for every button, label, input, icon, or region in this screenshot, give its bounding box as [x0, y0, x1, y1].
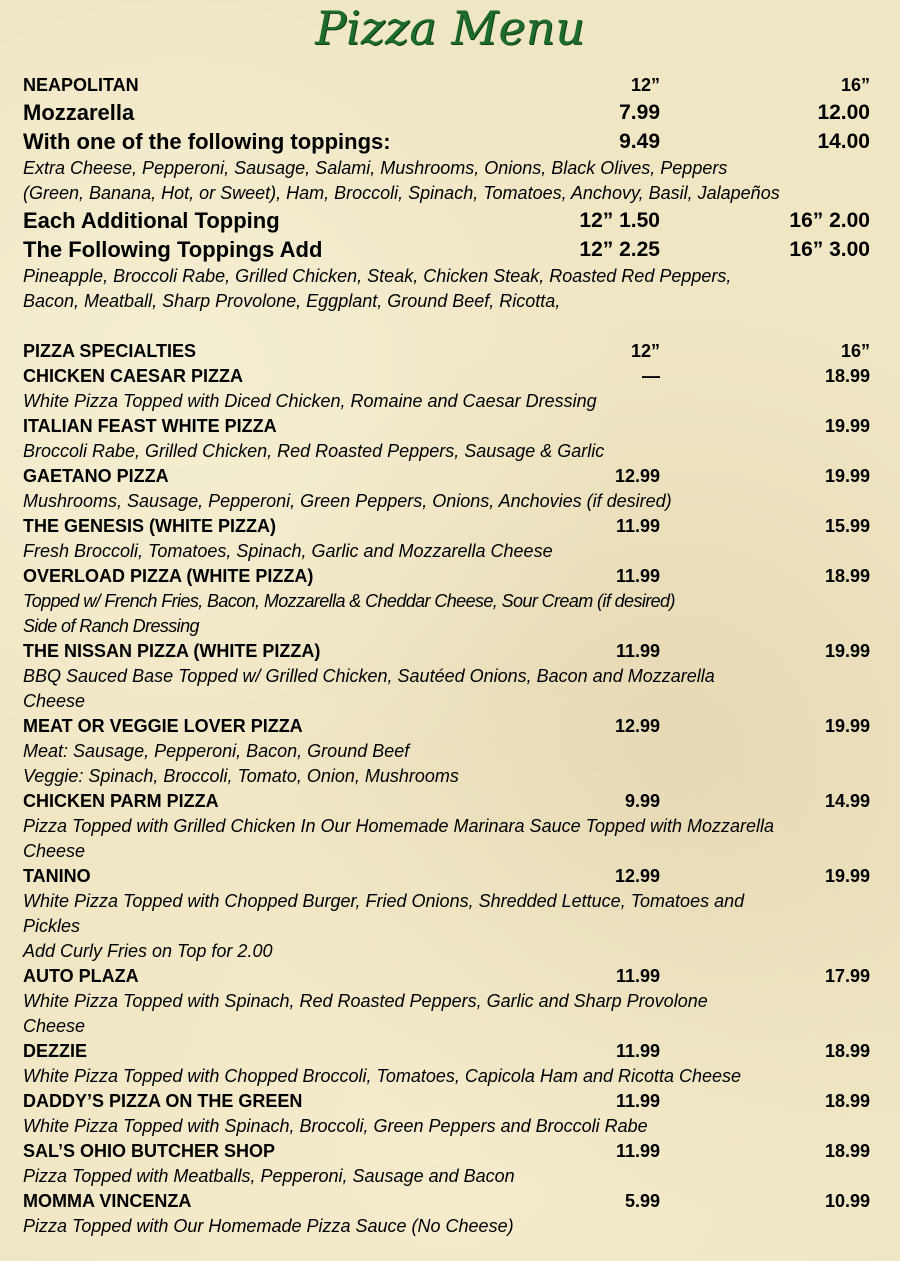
toppings-list-line: Extra Cheese, Pepperoni, Sausage, Salami, Mushrooms, Onions, Black Olives, Peppers: [23, 158, 728, 178]
price-16: 15.99: [824, 516, 870, 536]
menu-item-description: Pizza Topped with Our Homemade Pizza Sauce (No Cheese): [23, 1216, 514, 1236]
price-12: 12.99: [614, 716, 660, 736]
menu-item-row: [23, 789, 870, 814]
menu-item-description: Meat: Sausage, Pepperoni, Bacon, Ground Beef: [23, 741, 410, 761]
size-12-label: 12”: [630, 75, 660, 95]
menu-item-description: Mushrooms, Sausage, Pepperoni, Green Peppers, Onions, Anchovies (if desired): [23, 491, 672, 511]
item-name: DEZZIE: [23, 1041, 88, 1061]
menu-item-row: [23, 1089, 870, 1114]
additional-topping-row: [23, 206, 870, 235]
item-name: GAETANO PIZZA: [23, 466, 169, 486]
menu-item-row: [23, 639, 870, 664]
item-name: THE NISSAN PIZZA (WHITE PIZZA): [23, 641, 321, 661]
menu-item-description: White Pizza Topped with Spinach, Red Roasted Peppers, Garlic and Sharp Provolone: [23, 991, 708, 1011]
price-12: 12.99: [614, 466, 660, 486]
section-title: NEAPOLITAN: [23, 75, 139, 95]
menu-item-description: Topped w/ French Fries, Bacon, Mozzarella & Cheddar Cheese, Sour Cream (if desired): [23, 591, 675, 611]
item-name: SAL’S OHIO BUTCHER SHOP: [23, 1141, 276, 1161]
menu-item-row: [23, 964, 870, 989]
size-16-label: 16”: [840, 341, 870, 361]
menu-item-description: Pizza Topped with Grilled Chicken In Our Homemade Marinara Sauce Topped with Mozzarella: [23, 816, 775, 836]
menu-item-row: [23, 364, 870, 389]
one-topping-row: [23, 127, 870, 156]
menu-item-description: Veggie: Spinach, Broccoli, Tomato, Onion, Mushrooms: [23, 766, 459, 786]
premium-toppings-line: Pineapple, Broccoli Rabe, Grilled Chicken, Steak, Chicken Steak, Roasted Red Peppers,: [23, 266, 732, 286]
price-12: 11.99: [615, 966, 660, 986]
price-16: 14.99: [824, 791, 870, 811]
price-16: 16” 2.00: [789, 209, 870, 232]
menu-item-description: Broccoli Rabe, Grilled Chicken, Red Roasted Peppers, Sausage & Garlic: [23, 441, 605, 461]
premium-toppings-line: Bacon, Meatball, Sharp Provolone, Eggplant, Ground Beef, Ricotta,: [23, 291, 561, 311]
menu-item-description: Pizza Topped with Meatballs, Pepperoni, Sausage and Bacon: [23, 1166, 515, 1186]
menu-item-row: [23, 464, 870, 489]
menu-item-description: Add Curly Fries on Top for 2.00: [23, 941, 273, 961]
price-16: 18.99: [824, 1091, 870, 1111]
item-name: MOMMA VINCENZA: [23, 1191, 192, 1211]
item-name: CHICKEN PARM PIZZA: [23, 791, 219, 811]
menu-item-description: Cheese: [23, 691, 86, 711]
menu-item-row: [23, 1039, 870, 1064]
menu-item-description: Fresh Broccoli, Tomatoes, Spinach, Garlic and Mozzarella Cheese: [23, 541, 553, 561]
menu-item-row: [23, 864, 870, 889]
price-16: 19.99: [824, 866, 870, 886]
item-name: DADDY’S PIZZA ON THE GREEN: [23, 1091, 303, 1111]
section-spacer: [23, 314, 870, 339]
menu-content: [23, 73, 870, 1239]
menu-title: Pizza Menu: [315, 1, 585, 55]
menu-item-description: Cheese: [23, 1016, 86, 1036]
item-name: CHICKEN CAESAR PIZZA: [23, 366, 244, 386]
item-name: Each Additional Topping: [23, 208, 280, 233]
premium-topping-row: [23, 235, 870, 264]
item-name: TANINO: [23, 866, 91, 886]
price-12: 9.99: [624, 791, 660, 811]
price-12: 11.99: [615, 566, 660, 586]
price-12: 11.99: [615, 641, 660, 661]
price-12: 7.99: [619, 101, 660, 124]
menu-item-row: [23, 564, 870, 589]
item-name: THE GENESIS (WHITE PIZZA): [23, 516, 277, 536]
price-16: 19.99: [824, 466, 870, 486]
specialty-list: [23, 364, 870, 1239]
price-16: 14.00: [817, 130, 870, 153]
menu-item-description: White Pizza Topped with Chopped Broccoli, Tomatoes, Capicola Ham and Ricotta Cheese: [23, 1066, 742, 1086]
menu-item-description: White Pizza Topped with Diced Chicken, Romaine and Caesar Dressing: [23, 391, 597, 411]
menu-item-description: Side of Ranch Dressing: [23, 616, 199, 636]
price-16: 19.99: [824, 416, 870, 436]
menu-item-row: [23, 714, 870, 739]
menu-item-row: [23, 1139, 870, 1164]
specialties-header: [23, 339, 870, 364]
item-name: MEAT OR VEGGIE LOVER PIZZA: [23, 716, 303, 736]
neapolitan-header: [23, 73, 870, 98]
toppings-list-line: (Green, Banana, Hot, or Sweet), Ham, Broccoli, Spinach, Tomatoes, Anchovy, Basil, Jalapeños: [23, 183, 780, 203]
menu-item-description: BBQ Sauced Base Topped w/ Grilled Chicken, Sautéed Onions, Bacon and Mozzarella: [23, 666, 715, 686]
price-12: 5.99: [624, 1191, 660, 1211]
item-name: With one of the following toppings:: [23, 129, 391, 154]
price-12: 9.49: [619, 130, 660, 153]
item-name: Mozzarella: [23, 100, 135, 125]
price-16: 19.99: [824, 716, 870, 736]
item-name: AUTO PLAZA: [23, 966, 139, 986]
mozzarella-row: [23, 98, 870, 127]
price-16: 19.99: [824, 641, 870, 661]
price-12: —: [642, 366, 660, 386]
price-16: 16” 3.00: [789, 238, 870, 261]
menu-item-description: Cheese: [23, 841, 86, 861]
price-16: 17.99: [824, 966, 870, 986]
item-name: ITALIAN FEAST WHITE PIZZA: [23, 416, 277, 436]
price-16: 18.99: [824, 366, 870, 386]
size-12-label: 12”: [630, 341, 660, 361]
item-name: The Following Toppings Add: [23, 237, 323, 262]
price-12: 11.99: [615, 1091, 660, 1111]
menu-item-row: [23, 414, 870, 439]
price-12: 11.99: [615, 516, 660, 536]
price-16: 18.99: [824, 1141, 870, 1161]
section-title: PIZZA SPECIALTIES: [23, 341, 197, 361]
price-12: 12” 2.25: [579, 238, 660, 261]
price-16: 18.99: [824, 566, 870, 586]
price-16: 10.99: [824, 1191, 870, 1211]
menu-item-description: White Pizza Topped with Spinach, Broccoli, Green Peppers and Broccoli Rabe: [23, 1116, 648, 1136]
menu-item-row: [23, 1189, 870, 1214]
item-name: OVERLOAD PIZZA (WHITE PIZZA): [23, 566, 314, 586]
price-12: 12.99: [614, 866, 660, 886]
price-12: 11.99: [615, 1041, 660, 1061]
price-16: 12.00: [817, 101, 870, 124]
size-16-label: 16”: [840, 75, 870, 95]
menu-item-row: [23, 514, 870, 539]
price-12: 11.99: [615, 1141, 660, 1161]
menu-item-description: White Pizza Topped with Chopped Burger, Fried Onions, Shredded Lettuce, Tomatoes and: [23, 891, 745, 911]
price-12: 12” 1.50: [579, 209, 660, 232]
price-16: 18.99: [824, 1041, 870, 1061]
menu-item-description: Pickles: [23, 916, 81, 936]
